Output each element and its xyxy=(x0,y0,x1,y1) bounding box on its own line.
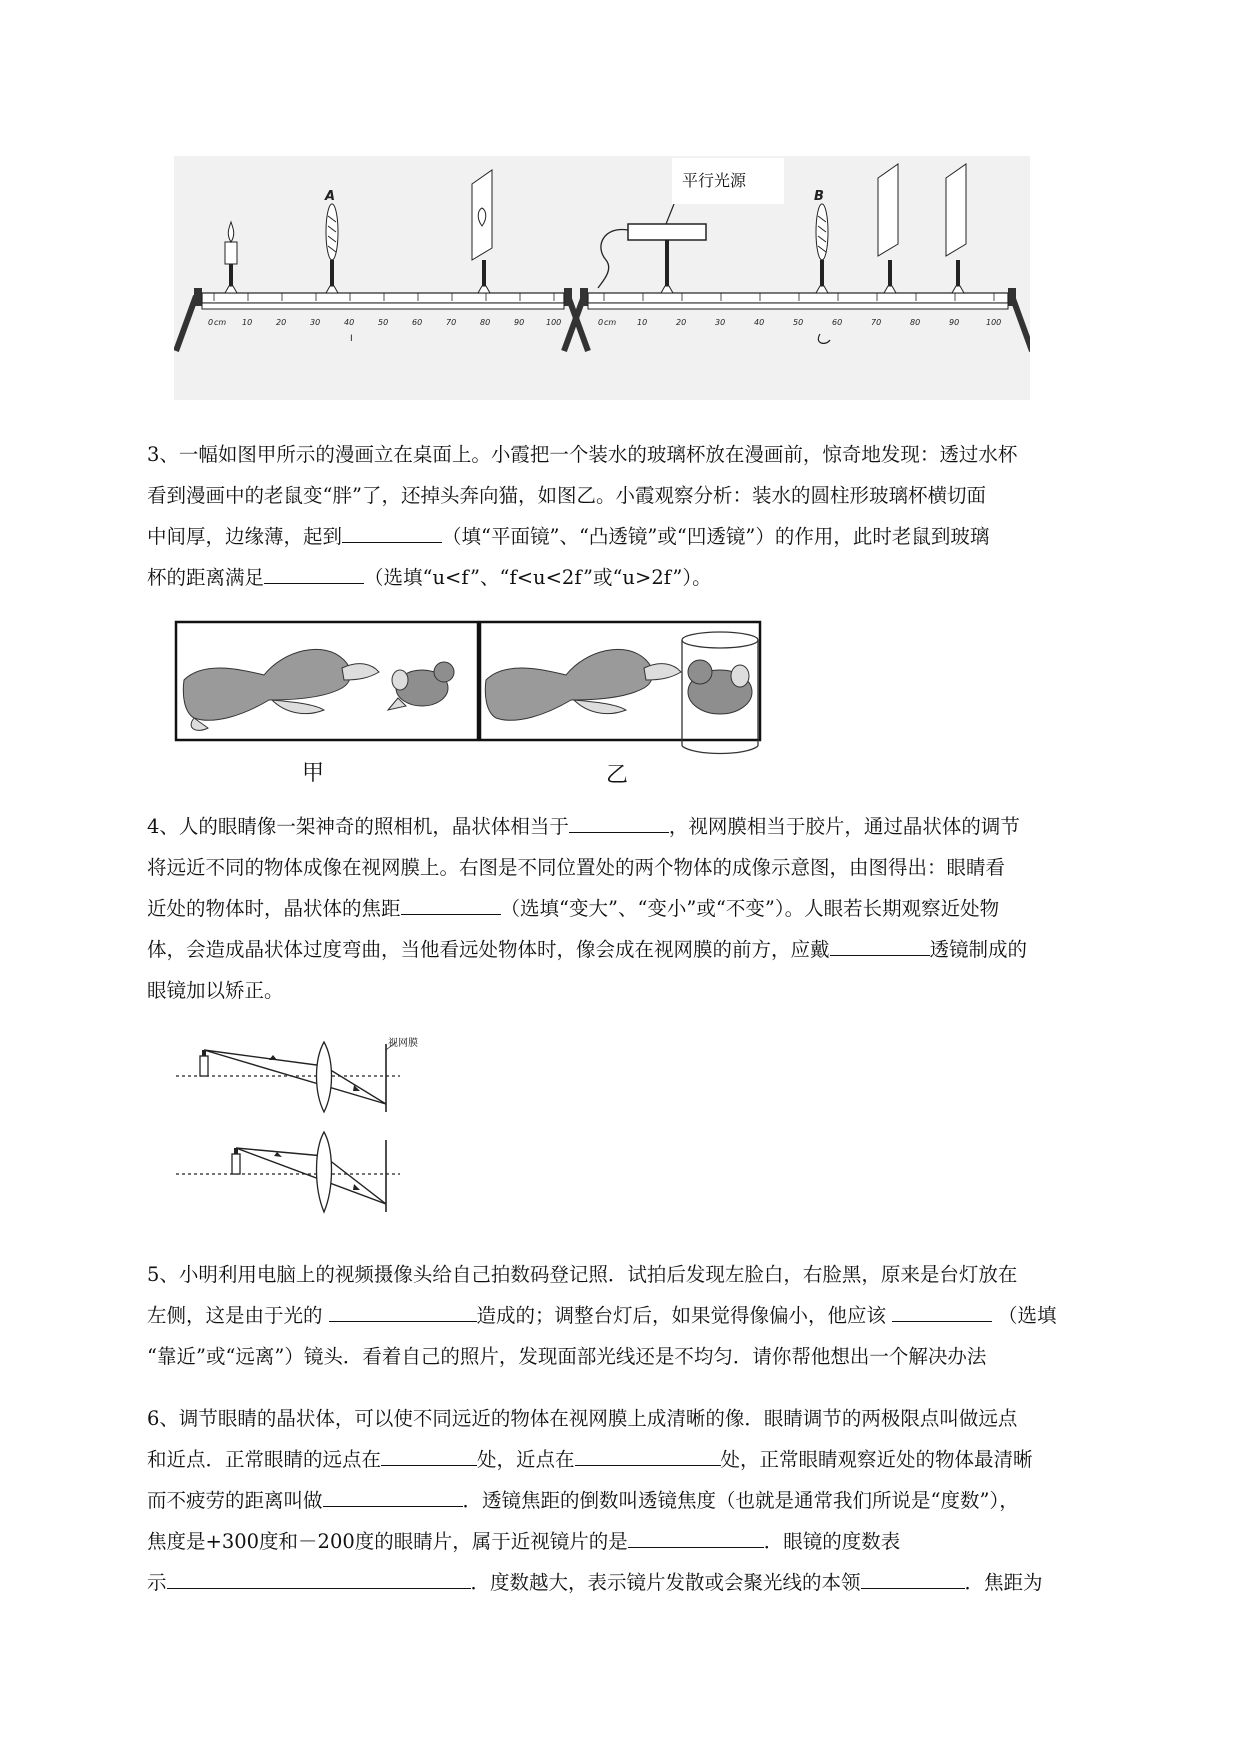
q6-line-2 xyxy=(147,1439,1147,1480)
lens-a-label: A xyxy=(325,189,336,204)
left-unit: cm xyxy=(214,318,227,327)
q6-line-4-text-a: 焦度是+300度和－200度的眼睛片，属于近视镜片的是 xyxy=(147,1530,628,1553)
q6-blank-3[interactable] xyxy=(323,1484,463,1507)
q4-line-4-text-a: 体，会造成晶状体过度弯曲，当他看远处物体时，像会成在视网膜的前方，应戴 xyxy=(147,938,830,961)
light-source-label: 平行光源 xyxy=(682,171,747,190)
q6-line-5-text-c: ．焦距为 xyxy=(964,1571,1043,1594)
right-tick-50: 50 xyxy=(793,318,804,327)
question-5 xyxy=(147,1254,1147,1377)
screen-1-icon xyxy=(878,164,898,293)
q6-line-2-text-c: 处，正常眼睛观察近处的物体最清晰 xyxy=(720,1448,1033,1471)
lens-a-icon xyxy=(326,204,338,293)
left-tick-0: 0 xyxy=(208,318,214,327)
q6-blank-4[interactable] xyxy=(628,1525,764,1548)
q3-blank-1[interactable] xyxy=(342,520,442,543)
q6-blank-6[interactable] xyxy=(861,1566,965,1589)
q5-line-2 xyxy=(147,1295,1147,1336)
q3-line-3 xyxy=(147,516,1147,557)
q4-line-3-text-b: （选填“变大”、“变小”或“不变”）。人眼若长期观察近处物 xyxy=(500,897,1000,920)
q6-blank-5[interactable] xyxy=(167,1566,471,1589)
q3-line-3-text-b: （填“平面镜”、“凸透镜”或“凹透镜”）的作用，此时老鼠到玻璃 xyxy=(442,525,990,548)
q4-blank-3[interactable] xyxy=(830,933,930,956)
optical-bench-drawing xyxy=(174,156,1030,400)
left-tick-10: 10 xyxy=(242,318,253,327)
cartoon-label-left: 甲 xyxy=(302,761,325,785)
q6-blank-1[interactable] xyxy=(381,1443,477,1466)
right-tick-80: 80 xyxy=(910,318,921,327)
left-tick-80: 80 xyxy=(480,318,491,327)
q3-line-4-text-a: 杯的距离满足 xyxy=(147,566,265,589)
left-tick-30: 30 xyxy=(310,318,321,327)
screen-icon xyxy=(472,170,492,293)
q6-line-5-text-a: 示 xyxy=(147,1571,167,1594)
right-tick-100: 100 xyxy=(986,318,1002,327)
eye-diagram-near xyxy=(176,1132,400,1212)
retina-label: 视网膜 xyxy=(388,1038,418,1049)
q3-line-2: 看到漫画中的老鼠变“胖”了，还掉头奔向猫，如图乙。小霞观察分析：装水的圆柱形玻璃杯横切面 xyxy=(147,484,986,507)
eye-ray-diagram xyxy=(174,1036,444,1218)
cartoon-figure xyxy=(174,620,764,785)
q4-line-1-text-a: 4、人的眼睛像一架神奇的照相机，晶状体相当于 xyxy=(147,815,569,838)
q5-blank-1[interactable] xyxy=(329,1299,477,1322)
left-tick-70: 70 xyxy=(446,318,457,327)
left-bench xyxy=(176,170,588,351)
right-tick-90: 90 xyxy=(949,318,960,327)
svg-text:I: I xyxy=(350,334,353,344)
q4-line-3-text-a: 近处的物体时，晶状体的焦距 xyxy=(147,897,401,920)
right-tick-70: 70 xyxy=(871,318,882,327)
left-tick-100: 100 xyxy=(546,318,562,327)
q5-line-3: “靠近”或“远离”）镜头．看着自己的照片，发现面部光线还是不均匀．请你帮他想出一个解决办法 xyxy=(147,1345,987,1368)
question-3 xyxy=(147,434,1147,598)
q6-line-4-text-b: ．眼镜的度数表 xyxy=(763,1530,901,1553)
q3-blank-2[interactable] xyxy=(264,561,364,584)
q6-line-3 xyxy=(147,1480,1147,1521)
q4-blank-1[interactable] xyxy=(569,810,669,833)
q4-line-4 xyxy=(147,929,1147,970)
q4-line-1 xyxy=(147,806,1147,847)
lens-b-label: B xyxy=(814,189,824,204)
q5-line-2-text-c: （选填 xyxy=(998,1304,1057,1327)
right-tick-30: 30 xyxy=(715,318,726,327)
q6-line-2-text-b: 处，近点在 xyxy=(477,1448,575,1471)
q5-line-2-text-b: 造成的；调整台灯后，如果觉得像偏小，他应该 xyxy=(476,1304,887,1327)
left-tick-20: 20 xyxy=(276,318,287,327)
q6-line-3-text-b: ．透镜焦距的倒数叫透镜焦度（也就是通常我们所说是“度数”）， xyxy=(462,1489,1019,1512)
question-4 xyxy=(147,806,1147,1011)
candle-icon xyxy=(225,222,237,293)
right-tick-20: 20 xyxy=(676,318,687,327)
right-tick-60: 60 xyxy=(832,318,843,327)
lens-b-icon xyxy=(816,204,828,293)
q5-blank-2[interactable] xyxy=(892,1299,992,1322)
left-tick-40: 40 xyxy=(344,318,355,327)
left-tick-50: 50 xyxy=(378,318,389,327)
q4-line-2: 将远近不同的物体成像在视网膜上。右图是不同位置处的两个物体的成像示意图，由图得出：眼睛看 xyxy=(147,856,1006,879)
q3-line-3-text-a: 中间厚，边缘薄，起到 xyxy=(147,525,343,548)
light-source-icon xyxy=(598,204,706,293)
right-bench xyxy=(564,158,1030,351)
q5-line-1: 5、小明利用电脑上的视频摄像头给自己拍数码登记照．试拍后发现左脸白，右脸黑，原来是台灯放在 xyxy=(147,1263,1018,1286)
q6-line-1: 6、调节眼睛的晶状体，可以使不同远近的物体在视网膜上成清晰的像．眼睛调节的两极限点叫做远点 xyxy=(147,1407,1018,1430)
q6-line-2-text-a: 和近点．正常眼睛的远点在 xyxy=(147,1448,382,1471)
q5-line-2-text-a: 左侧，这是由于光的 xyxy=(147,1304,323,1327)
q3-line-1: 3、一幅如图甲所示的漫画立在桌面上。小霞把一个装水的玻璃杯放在漫画前，惊奇地发现：透过水杯 xyxy=(147,443,1018,466)
q6-line-5-text-b: ．度数越大，表示镜片发散或会聚光线的本领 xyxy=(470,1571,861,1594)
q4-line-1-text-b: ，视网膜相当于胶片，通过晶状体的调节 xyxy=(668,815,1020,838)
q6-line-4 xyxy=(147,1521,1147,1562)
q4-line-4-text-b: 透镜制成的 xyxy=(929,938,1028,961)
optical-bench-figure xyxy=(174,156,1030,400)
q3-line-4-text-b: （选填“u<f”、“f<u<2f”或“u>2f”）。 xyxy=(364,566,712,589)
right-tick-40: 40 xyxy=(754,318,765,327)
q4-blank-2[interactable] xyxy=(401,892,501,915)
cartoon-label-right: 乙 xyxy=(606,763,629,785)
q4-line-5: 眼镜加以矫正。 xyxy=(147,979,284,1002)
eye-diagram-far xyxy=(176,1042,400,1112)
question-6 xyxy=(147,1398,1147,1603)
screen-2-icon xyxy=(946,164,966,293)
q6-line-3-text-a: 而不疲劳的距离叫做 xyxy=(147,1489,323,1512)
left-tick-60: 60 xyxy=(412,318,423,327)
right-tick-0: 0 xyxy=(598,318,604,327)
eye-ray-drawing xyxy=(174,1036,444,1218)
right-unit: cm xyxy=(604,318,617,327)
q6-line-5 xyxy=(147,1562,1147,1603)
q4-line-3 xyxy=(147,888,1147,929)
left-tick-90: 90 xyxy=(514,318,525,327)
q6-blank-2[interactable] xyxy=(575,1443,721,1466)
q3-line-4 xyxy=(147,557,1147,598)
cartoon-drawing xyxy=(174,620,764,785)
right-tick-10: 10 xyxy=(637,318,648,327)
